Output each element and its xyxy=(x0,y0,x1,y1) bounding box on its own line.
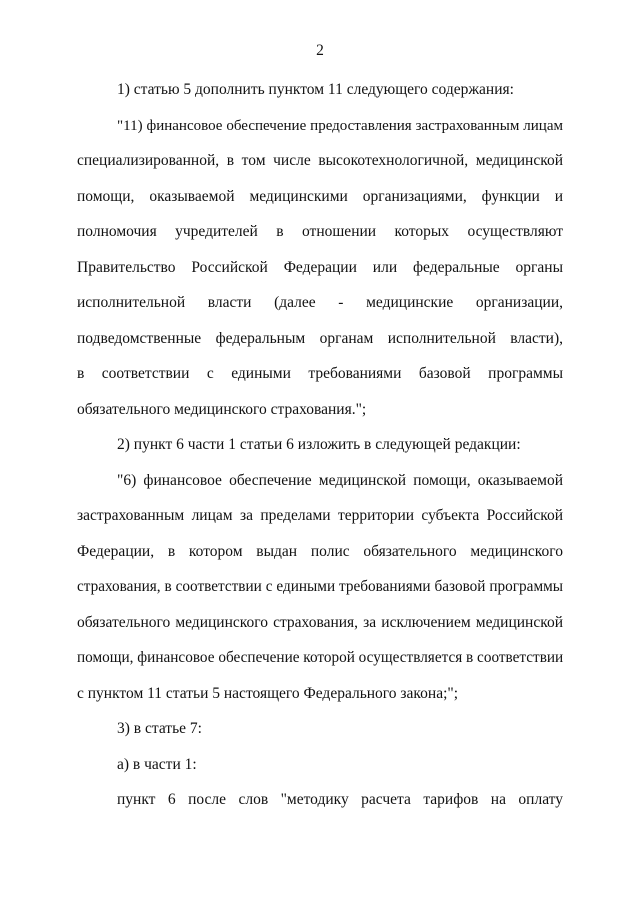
text-line: 3) в статье 7: xyxy=(117,720,202,737)
text-line: а) в части 1: xyxy=(117,755,197,773)
text-line: обязательного медицинского страхования, за исключением медицинской xyxy=(77,613,563,631)
text-line: специализированной, в том числе высокотехнологичной, медицинской xyxy=(77,152,563,169)
text-line: Федерации, в котором выдан полис обязательного медицинского xyxy=(77,542,563,560)
text-line: 1) статью 5 дополнить пунктом 11 следующего содержания: xyxy=(117,81,514,98)
text-line: помощи, финансовое обеспечение которой осуществляется в соответствии xyxy=(77,649,564,666)
page-number: 2 xyxy=(316,42,324,59)
text-line: в соответствии с едиными требованиями базовой программы xyxy=(77,365,563,382)
text-line: "6) финансовое обеспечение медицинской помощи, оказываемой xyxy=(117,471,563,489)
text-line: подведомственные федеральным органам исполнительной власти), xyxy=(77,329,563,347)
text-line: исполнительной власти (далее - медицинские организации, xyxy=(77,294,563,311)
text-line: Правительство Российской Федерации или федеральные органы xyxy=(77,258,563,276)
text-line: помощи, оказываемой медицинскими организациями, функции и xyxy=(77,187,563,205)
text-line: застрахованным лицам за пределами территории субъекта Российской xyxy=(77,507,563,524)
text-line: полномочия учредителей в отношении которых осуществляют xyxy=(77,223,563,240)
text-line: пункт 6 после слов "методику расчета тарифов на оплату xyxy=(117,791,563,808)
text-line: обязательного медицинского страхования."; xyxy=(77,400,367,418)
text-line: 2) пункт 6 части 1 статьи 6 изложить в следующей редакции: xyxy=(117,436,521,453)
text-line: "11) финансовое обеспечение предоставления застрахованным лицам xyxy=(117,117,563,134)
text-line: страхования, в соответствии с едиными требованиями базовой программы xyxy=(77,578,563,595)
text-line: с пунктом 11 статьи 5 настоящего Федерального закона;"; xyxy=(77,684,459,702)
